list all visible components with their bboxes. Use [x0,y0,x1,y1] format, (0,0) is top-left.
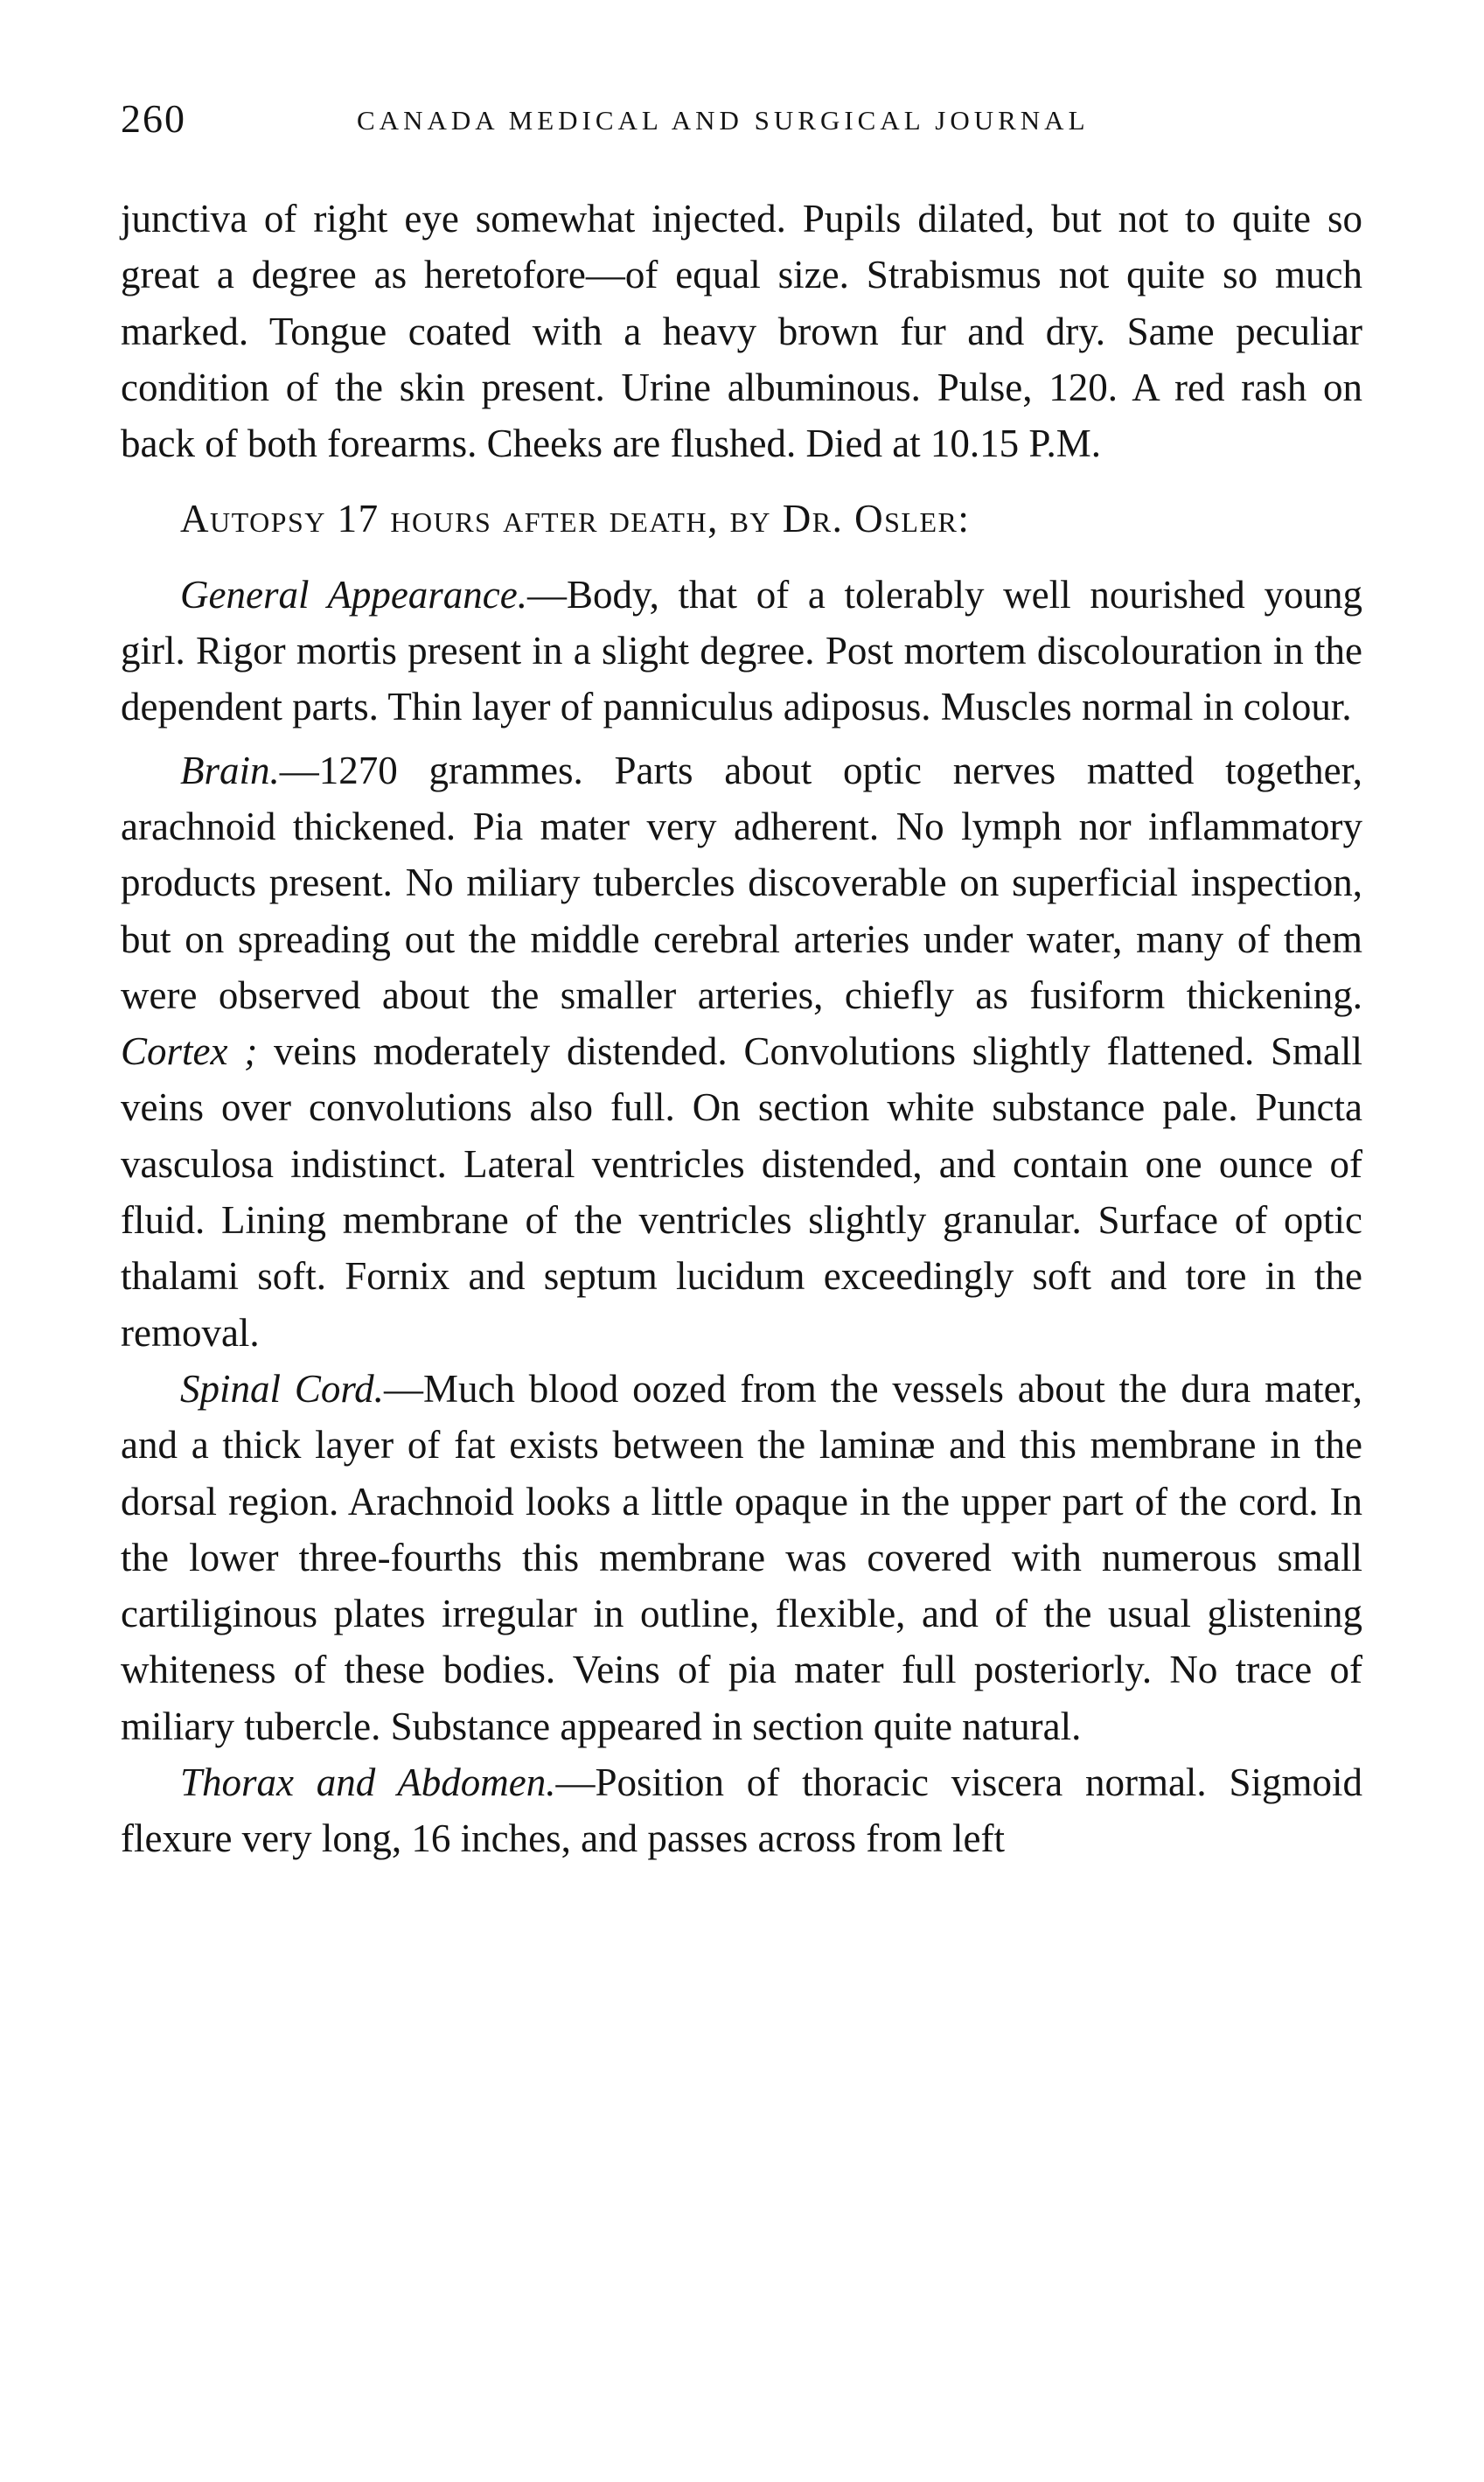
thorax-title: Thorax and Abdomen. [180,1760,556,1805]
thorax-paragraph [121,1754,1362,1867]
general-appearance-title: General Appearance. [180,572,528,617]
general-appearance-paragraph [121,567,1362,736]
page-body [121,191,1362,1867]
autopsy-heading: Autopsy 17 hours after death, by Dr. Osler: [180,497,971,541]
page-header [121,94,1362,147]
thorax-text: —Position of thoracic viscera normal. Sigmoid flexure very long, 16 inches, and passes across from left [121,1760,1362,1861]
brain-text-b: veins moderately distended. Convolutions slightly flattened. Small veins over convolutions also full. On section white substance pale. Puncta vasculosa indistinct. Lateral ventricles distended, and contain one ounce of fluid. Lining membrane of the ventricles slightly granular. Surface of optic thalami soft. Fornix and septum lucidum exceedingly soft and tore in the removal. [121,1029,1362,1355]
spinal-cord-paragraph [121,1361,1362,1754]
continuation-paragraph: junctiva of right eye somewhat injected. Pupils dilated, but not to quite so great a degree as heretofore—of equal size. Strabismus not quite so much marked. Tongue coated with a heavy brown fur and dry. Same peculiar condition of the skin present. Urine albuminous. Pulse, 120. A red rash on back of both forearms. Cheeks are flushed. Died at 10.15 P.M. [121,197,1362,466]
page-number: 260 [121,96,186,141]
brain-title: Brain. [180,748,280,792]
general-appearance-text: —Body, that of a tolerably well nourished young girl. Rigor mortis present in a slight degree. Post mortem discolouration in the dependent parts. Thin layer of panniculus adiposus. Muscles normal in colour. [121,572,1362,729]
spinal-cord-title: Spinal Cord. [180,1366,384,1411]
brain-paragraph [121,743,1362,1361]
cortex-label: Cortex ; [121,1029,258,1074]
spinal-cord-text: —Much blood oozed from the vessels about the dura mater, and a thick layer of fat exists between the laminæ and this membrane in the dorsal region. Arachnoid looks a little opaque in the upper part of the cord. In the lower three-fourths this membrane was covered with numerous small cartiliginous plates irregular in outline, flexible, and of the usual glistening whiteness of these bodies. Veins of pia mater full posteriorly. No trace of miliary tubercle. Substance appeared in section quite natural. [121,1366,1362,1748]
brain-text-a: —1270 grammes. Parts about optic nerves matted together, arachnoid thickened. Pia mater very adherent. No lymph nor inflammatory products present. No miliary tubercles discoverable on superficial inspection, but on spreading out the middle cerebral arteries under water, many of them were observed about the smaller arteries, chiefly as fusiform thickening. [121,748,1362,1017]
running-head: CANADA MEDICAL AND SURGICAL JOURNAL [357,105,1090,136]
